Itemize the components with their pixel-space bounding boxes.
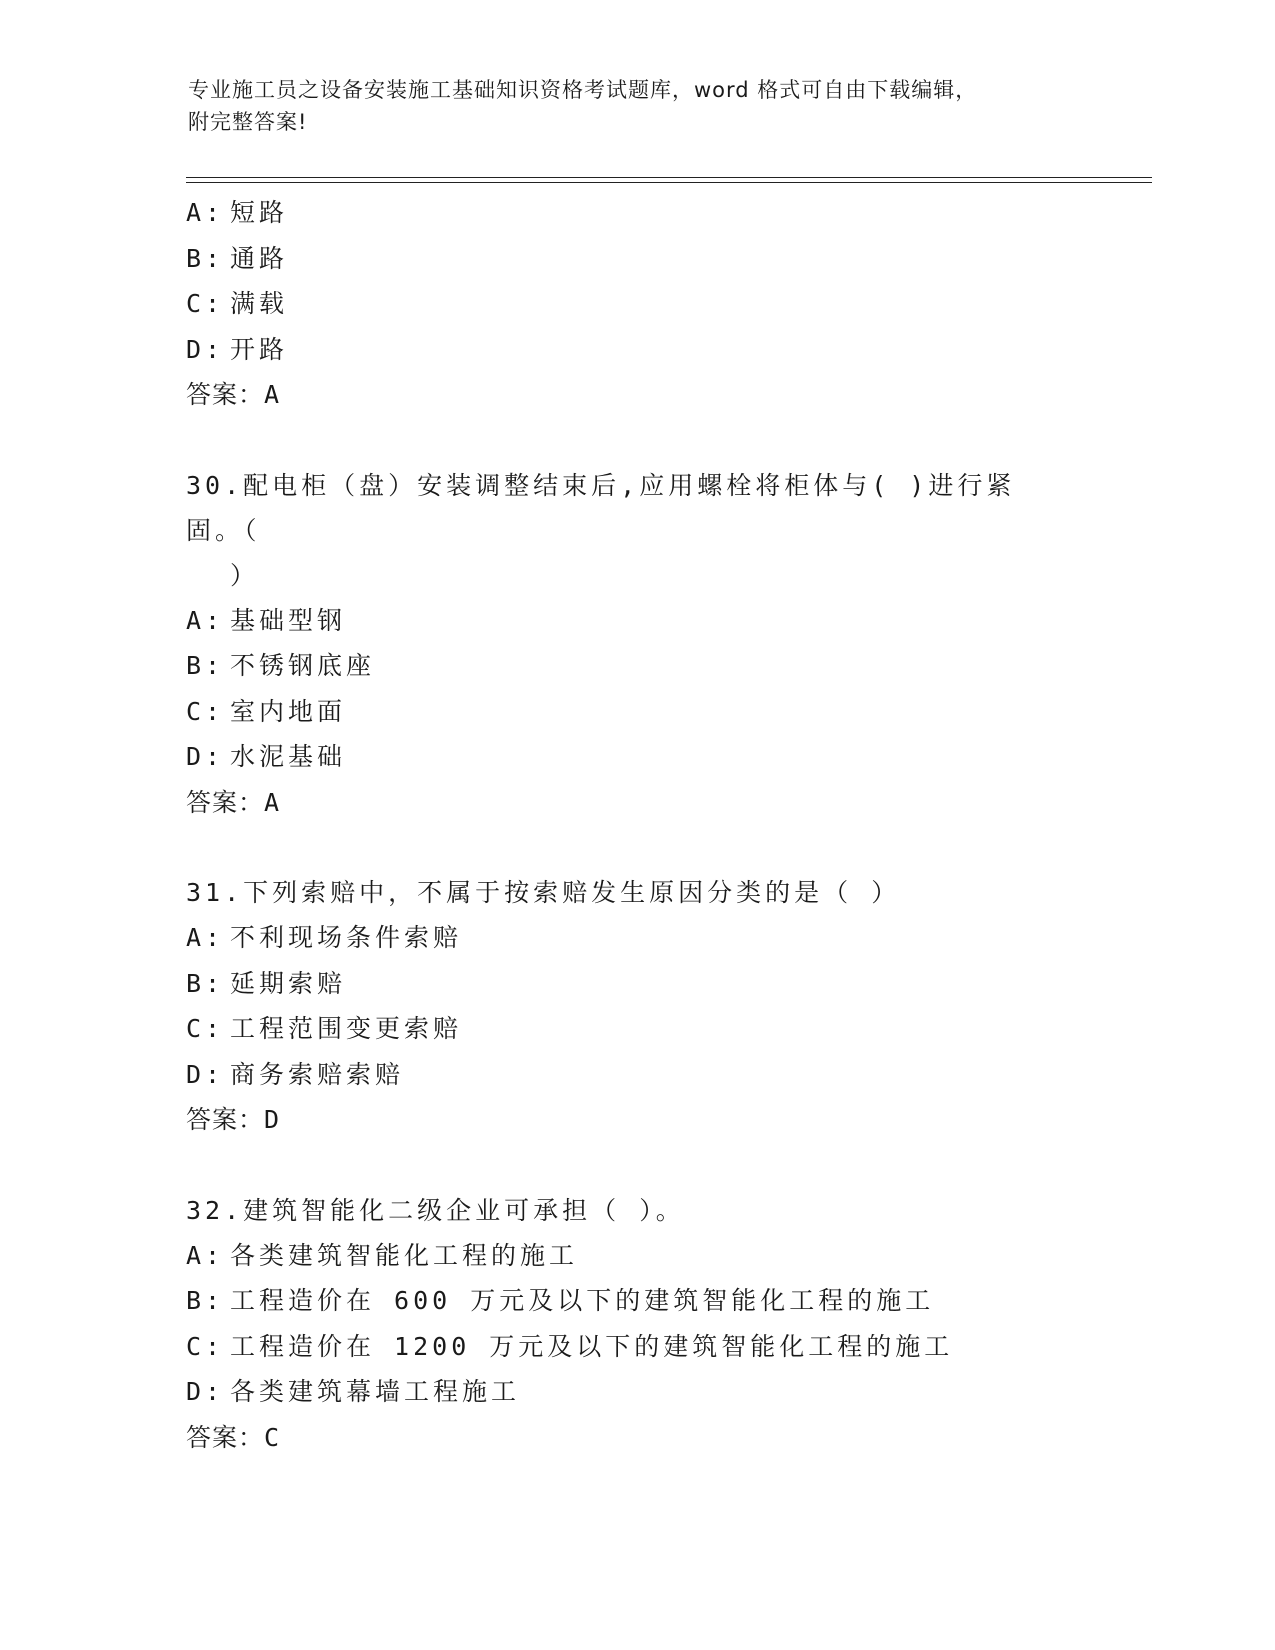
question-number: 32. xyxy=(186,1195,244,1225)
option-text: 基础型钢 xyxy=(230,605,347,635)
spacer xyxy=(186,825,1086,870)
question-text xyxy=(186,1188,1066,1233)
answer-value: A xyxy=(264,787,281,817)
question-block-29 xyxy=(186,190,1086,418)
question-number: 30. xyxy=(186,470,244,500)
option-text: 开路 xyxy=(230,334,289,364)
option-c xyxy=(186,281,1086,327)
option-c xyxy=(186,1006,1086,1052)
option-text: 短路 xyxy=(230,198,289,227)
option-text: 不锈钢底座 xyxy=(230,651,376,680)
question-stem: 下列索赔中，不属于按索赔发生原因分类的是（ ） xyxy=(243,878,901,907)
option-label: B: xyxy=(186,968,225,998)
question-block-32 xyxy=(186,1188,1086,1461)
header-line-2: 附完整答案! xyxy=(188,110,308,134)
document-header xyxy=(188,74,1068,138)
answer-line xyxy=(186,1097,1086,1143)
option-label: A: xyxy=(186,198,225,227)
option-label: C: xyxy=(186,1331,225,1361)
option-text: 满载 xyxy=(230,289,289,318)
option-label: D: xyxy=(186,334,225,364)
option-text: 通路 xyxy=(230,243,289,273)
option-text: 各类建筑智能化工程的施工 xyxy=(230,1240,579,1270)
question-block-30 xyxy=(186,463,1086,826)
question-block-31 xyxy=(186,870,1086,1143)
question-stem: 配电柜（盘）安装调整结束后,应用螺栓将柜体与( )进行紧固。（ xyxy=(186,470,1016,545)
header-divider-top xyxy=(186,177,1152,178)
option-label: C: xyxy=(186,289,225,318)
answer-line xyxy=(186,372,1086,418)
option-b xyxy=(186,1278,1086,1324)
question-stem: 建筑智能化二级企业可承担（ ）。 xyxy=(243,1195,685,1225)
question-list xyxy=(186,190,1086,1460)
answer-label: 答案： xyxy=(186,787,265,817)
option-a xyxy=(186,915,1086,961)
option-text: 不利现场条件索赔 xyxy=(230,923,463,952)
question-stem-continued: ） xyxy=(230,560,260,590)
question-number: 31. xyxy=(186,878,244,907)
option-a xyxy=(186,1233,1086,1279)
option-b xyxy=(186,961,1086,1007)
option-d xyxy=(186,1369,1086,1415)
option-text: 工程造价在 1200 万元及以下的建筑智能化工程的施工 xyxy=(230,1331,954,1361)
option-text: 延期索赔 xyxy=(230,968,347,998)
answer-line xyxy=(186,1415,1086,1461)
answer-value: D xyxy=(264,1105,281,1134)
option-c xyxy=(186,1324,1086,1370)
option-text: 室内地面 xyxy=(230,696,347,726)
option-label: D: xyxy=(186,742,225,771)
option-label: D: xyxy=(186,1377,225,1406)
option-label: A: xyxy=(186,605,225,635)
option-label: B: xyxy=(186,1286,225,1315)
option-text: 工程范围变更索赔 xyxy=(230,1014,463,1043)
option-label: A: xyxy=(186,923,225,952)
answer-label: 答案： xyxy=(186,1422,265,1452)
option-label: C: xyxy=(186,696,225,726)
option-b xyxy=(186,236,1086,282)
answer-value: C xyxy=(264,1422,281,1452)
question-text xyxy=(186,463,1066,598)
header-divider-bottom xyxy=(186,182,1152,183)
option-label: C: xyxy=(186,1014,225,1043)
option-d xyxy=(186,1052,1086,1098)
option-label: A: xyxy=(186,1240,225,1270)
option-text: 商务索赔索赔 xyxy=(230,1059,405,1089)
option-text: 工程造价在 600 万元及以下的建筑智能化工程的施工 xyxy=(230,1286,935,1315)
header-line-1: 专业施工员之设备安装施工基础知识资格考试题库，word 格式可自由下载编辑， xyxy=(188,78,978,102)
option-a xyxy=(186,598,1086,644)
option-label: B: xyxy=(186,243,225,273)
answer-line xyxy=(186,780,1086,826)
option-label: B: xyxy=(186,651,225,680)
option-label: D: xyxy=(186,1059,225,1089)
answer-value: A xyxy=(264,380,281,409)
option-b xyxy=(186,643,1086,689)
option-d xyxy=(186,734,1086,780)
question-text xyxy=(186,870,1066,915)
spacer xyxy=(186,418,1086,463)
option-text: 水泥基础 xyxy=(230,742,347,771)
option-a xyxy=(186,190,1086,236)
option-d xyxy=(186,327,1086,373)
answer-label: 答案： xyxy=(186,1105,265,1134)
option-text: 各类建筑幕墙工程施工 xyxy=(230,1377,521,1406)
option-c xyxy=(186,689,1086,735)
answer-label: 答案： xyxy=(186,380,265,409)
spacer xyxy=(186,1143,1086,1188)
